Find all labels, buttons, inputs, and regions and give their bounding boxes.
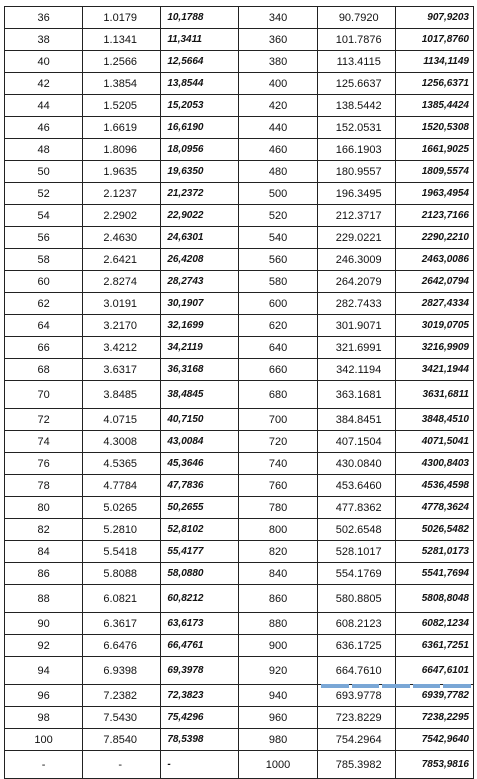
- table-row: [5, 205, 474, 227]
- cell-area-2-scaled: 6647,6101: [395, 657, 473, 685]
- data-table: [4, 6, 474, 779]
- cell-area: 6.3617: [83, 613, 161, 635]
- cell-area-scaled: 12,5664: [161, 51, 239, 73]
- cell-area: 1.1341: [83, 29, 161, 51]
- cell-area: 5.8088: [83, 563, 161, 585]
- cell-area-scaled: 60,8212: [161, 585, 239, 613]
- cell-area-2: 282.7433: [317, 293, 395, 315]
- cell-area-2: 90.7920: [317, 7, 395, 29]
- cell-area-2-scaled: 3631,6811: [395, 381, 473, 409]
- cell-area-scaled: 11,3411: [161, 29, 239, 51]
- cell-area-2: 693.9778: [317, 685, 395, 707]
- cell-area-scaled: -: [161, 751, 239, 779]
- cell-area: 5.5418: [83, 541, 161, 563]
- cell-area-scaled: 10,1788: [161, 7, 239, 29]
- cell-diameter-2: 800: [239, 519, 317, 541]
- table-row: [5, 249, 474, 271]
- table-row: [5, 475, 474, 497]
- table-row: [5, 497, 474, 519]
- cell-area-scaled: 16,6190: [161, 117, 239, 139]
- cell-area-2-scaled: 1520,5308: [395, 117, 473, 139]
- cell-diameter: 86: [5, 563, 83, 585]
- cell-area-2-scaled: 6361,7251: [395, 635, 473, 657]
- cell-diameter-2: 840: [239, 563, 317, 585]
- cell-area: 5.0265: [83, 497, 161, 519]
- cell-area: 6.0821: [83, 585, 161, 613]
- cell-area: 3.2170: [83, 315, 161, 337]
- table-row: [5, 381, 474, 409]
- table-row: [5, 409, 474, 431]
- cell-diameter-2: 440: [239, 117, 317, 139]
- cell-area: 4.3008: [83, 431, 161, 453]
- table-body: [5, 7, 474, 779]
- cell-area: 1.2566: [83, 51, 161, 73]
- cell-area-2-scaled: 2123,7166: [395, 205, 473, 227]
- cell-diameter: 44: [5, 95, 83, 117]
- cell-area-scaled: 50,2655: [161, 497, 239, 519]
- cell-area: 4.7784: [83, 475, 161, 497]
- cell-area-2: 407.1504: [317, 431, 395, 453]
- cell-diameter-2: 600: [239, 293, 317, 315]
- cell-area-2-scaled: 2463,0086: [395, 249, 473, 271]
- cell-area-scaled: 45,3646: [161, 453, 239, 475]
- cell-diameter: 62: [5, 293, 83, 315]
- cell-area-2-scaled: 7542,9640: [395, 729, 473, 751]
- cell-area-2: 342.1194: [317, 359, 395, 381]
- cell-area-2-scaled: 1017,8760: [395, 29, 473, 51]
- cell-area-2: 212.3717: [317, 205, 395, 227]
- cell-area-2-scaled: 7853,9816: [395, 751, 473, 779]
- cell-diameter: 98: [5, 707, 83, 729]
- cell-area: 5.2810: [83, 519, 161, 541]
- cell-area-2-scaled: 5541,7694: [395, 563, 473, 585]
- cell-area: 7.8540: [83, 729, 161, 751]
- cell-diameter: 96: [5, 685, 83, 707]
- cell-area-2-scaled: 4300,8403: [395, 453, 473, 475]
- cell-area: 3.0191: [83, 293, 161, 315]
- cell-area-2: 301.9071: [317, 315, 395, 337]
- table-row: [5, 635, 474, 657]
- cell-area-scaled: 38,4845: [161, 381, 239, 409]
- cell-diameter-2: 920: [239, 657, 317, 685]
- cell-diameter: 54: [5, 205, 83, 227]
- table-row: [5, 161, 474, 183]
- cell-area-2-scaled: 2827,4334: [395, 293, 473, 315]
- cell-area-2-scaled: 3848,4510: [395, 409, 473, 431]
- cell-area-scaled: 66,4761: [161, 635, 239, 657]
- cell-diameter: 42: [5, 73, 83, 95]
- table-row: [5, 293, 474, 315]
- cell-diameter: 52: [5, 183, 83, 205]
- cell-area: 1.5205: [83, 95, 161, 117]
- cell-area: 2.4630: [83, 227, 161, 249]
- table-row: [5, 117, 474, 139]
- cell-diameter-2: 640: [239, 337, 317, 359]
- footer-bar-segment: [321, 684, 349, 688]
- cell-area-2: 101.7876: [317, 29, 395, 51]
- cell-area-2: 180.9557: [317, 161, 395, 183]
- cell-diameter: 64: [5, 315, 83, 337]
- cell-area: 6.6476: [83, 635, 161, 657]
- cell-area: 6.9398: [83, 657, 161, 685]
- cell-area-2-scaled: 2290,2210: [395, 227, 473, 249]
- cell-diameter-2: 420: [239, 95, 317, 117]
- cell-area-2: 264.2079: [317, 271, 395, 293]
- cell-area-2-scaled: 5808,8048: [395, 585, 473, 613]
- cell-diameter: 56: [5, 227, 83, 249]
- cell-diameter: 74: [5, 431, 83, 453]
- cell-area-2: 608.2123: [317, 613, 395, 635]
- cell-area-2-scaled: 4071,5041: [395, 431, 473, 453]
- table-row: [5, 729, 474, 751]
- cell-diameter-2: 540: [239, 227, 317, 249]
- cell-diameter: 90: [5, 613, 83, 635]
- cell-area-scaled: 28,2743: [161, 271, 239, 293]
- cell-diameter-2: 380: [239, 51, 317, 73]
- cell-area-scaled: 40,7150: [161, 409, 239, 431]
- cell-area-2-scaled: 6082,1234: [395, 613, 473, 635]
- table-row: [5, 519, 474, 541]
- cell-area: 7.5430: [83, 707, 161, 729]
- table-row: [5, 359, 474, 381]
- cell-area: 3.6317: [83, 359, 161, 381]
- cell-area: 1.6619: [83, 117, 161, 139]
- cell-diameter-2: 900: [239, 635, 317, 657]
- cell-area-2-scaled: 1256,6371: [395, 73, 473, 95]
- cell-area: 3.4212: [83, 337, 161, 359]
- table-row: [5, 751, 474, 779]
- cell-diameter-2: 340: [239, 7, 317, 29]
- table-row: [5, 431, 474, 453]
- cell-diameter-2: 760: [239, 475, 317, 497]
- cell-diameter-2: 620: [239, 315, 317, 337]
- cell-diameter: 60: [5, 271, 83, 293]
- cell-diameter: 50: [5, 161, 83, 183]
- cell-area-2: 363.1681: [317, 381, 395, 409]
- cell-diameter-2: 560: [239, 249, 317, 271]
- cell-diameter: 40: [5, 51, 83, 73]
- footer-bar-segment: [443, 684, 471, 688]
- table-row: [5, 271, 474, 293]
- cell-area-2: 152.0531: [317, 117, 395, 139]
- cell-area-2-scaled: 907,9203: [395, 7, 473, 29]
- cell-area-scaled: 78,5398: [161, 729, 239, 751]
- cell-diameter-2: 940: [239, 685, 317, 707]
- table-row: [5, 29, 474, 51]
- cell-diameter-2: 820: [239, 541, 317, 563]
- cell-area-2-scaled: 1661,9025: [395, 139, 473, 161]
- cell-area-2: 477.8362: [317, 497, 395, 519]
- cell-area-2: 636.1725: [317, 635, 395, 657]
- cell-area-2-scaled: 5281,0173: [395, 541, 473, 563]
- cell-diameter: 66: [5, 337, 83, 359]
- cell-diameter: 70: [5, 381, 83, 409]
- footer-bar-segment: [413, 684, 441, 688]
- cell-area-scaled: 72,3823: [161, 685, 239, 707]
- cell-area-2: 138.5442: [317, 95, 395, 117]
- cell-area-2-scaled: 1963,4954: [395, 183, 473, 205]
- cell-area: 2.8274: [83, 271, 161, 293]
- cell-area-scaled: 19,6350: [161, 161, 239, 183]
- cell-area-2: 580.8805: [317, 585, 395, 613]
- table-row: [5, 453, 474, 475]
- cell-area-scaled: 30,1907: [161, 293, 239, 315]
- table-row: [5, 51, 474, 73]
- cell-area-2: 453.6460: [317, 475, 395, 497]
- cell-area-scaled: 34,2119: [161, 337, 239, 359]
- cell-area-2: 723.8229: [317, 707, 395, 729]
- cell-area-scaled: 24,6301: [161, 227, 239, 249]
- cell-area-2: 196.3495: [317, 183, 395, 205]
- footer-bar-segment: [352, 684, 380, 688]
- table-row: [5, 613, 474, 635]
- cell-area-scaled: 13,8544: [161, 73, 239, 95]
- table-row: [5, 7, 474, 29]
- cell-area: -: [83, 751, 161, 779]
- cell-area: 1.0179: [83, 7, 161, 29]
- cell-area-2-scaled: 5026,5482: [395, 519, 473, 541]
- cell-diameter-2: 400: [239, 73, 317, 95]
- cell-area-2: 321.6991: [317, 337, 395, 359]
- cell-diameter: -: [5, 751, 83, 779]
- cell-area-2: 384.8451: [317, 409, 395, 431]
- cell-diameter: 38: [5, 29, 83, 51]
- cell-diameter-2: 740: [239, 453, 317, 475]
- cell-diameter: 76: [5, 453, 83, 475]
- cell-area-2-scaled: 3216,9909: [395, 337, 473, 359]
- cell-area-2-scaled: 1809,5574: [395, 161, 473, 183]
- table-row: [5, 227, 474, 249]
- cell-area-scaled: 22,9022: [161, 205, 239, 227]
- cell-diameter: 88: [5, 585, 83, 613]
- cell-area: 2.2902: [83, 205, 161, 227]
- cell-diameter: 100: [5, 729, 83, 751]
- cell-diameter: 68: [5, 359, 83, 381]
- cell-area-2: 502.6548: [317, 519, 395, 541]
- cell-area-2: 785.3982: [317, 751, 395, 779]
- cell-diameter: 58: [5, 249, 83, 271]
- cell-diameter-2: 720: [239, 431, 317, 453]
- cell-diameter-2: 980: [239, 729, 317, 751]
- cell-diameter: 46: [5, 117, 83, 139]
- table-row: [5, 707, 474, 729]
- cell-area-2: 125.6637: [317, 73, 395, 95]
- cell-area-scaled: 18,0956: [161, 139, 239, 161]
- cell-area-scaled: 52,8102: [161, 519, 239, 541]
- cell-area-scaled: 15,2053: [161, 95, 239, 117]
- table-row: [5, 337, 474, 359]
- cell-area-2: 246.3009: [317, 249, 395, 271]
- cell-diameter-2: 960: [239, 707, 317, 729]
- cell-area-scaled: 55,4177: [161, 541, 239, 563]
- cell-diameter-2: 360: [239, 29, 317, 51]
- cell-diameter: 72: [5, 409, 83, 431]
- table-row: [5, 95, 474, 117]
- table-row: [5, 183, 474, 205]
- cell-diameter-2: 500: [239, 183, 317, 205]
- cell-area-2-scaled: 3421,1944: [395, 359, 473, 381]
- cell-area-2: 664.7610: [317, 657, 395, 685]
- cell-area-2-scaled: 2642,0794: [395, 271, 473, 293]
- cell-diameter: 92: [5, 635, 83, 657]
- cell-area-2-scaled: 1385,4424: [395, 95, 473, 117]
- cell-area: 4.5365: [83, 453, 161, 475]
- footer-bar-segment: [382, 684, 410, 688]
- cell-diameter-2: 660: [239, 359, 317, 381]
- cell-area-scaled: 75,4296: [161, 707, 239, 729]
- cell-diameter-2: 1000: [239, 751, 317, 779]
- table-row: [5, 139, 474, 161]
- table-row: [5, 563, 474, 585]
- cell-diameter: 94: [5, 657, 83, 685]
- cell-diameter: 78: [5, 475, 83, 497]
- table-row: [5, 541, 474, 563]
- table-row: [5, 585, 474, 613]
- cell-area: 1.3854: [83, 73, 161, 95]
- cell-diameter-2: 780: [239, 497, 317, 519]
- cell-area: 4.0715: [83, 409, 161, 431]
- cell-area-scaled: 21,2372: [161, 183, 239, 205]
- cell-area-scaled: 43,0084: [161, 431, 239, 453]
- cell-area-2: 554.1769: [317, 563, 395, 585]
- table-row: [5, 73, 474, 95]
- cell-area: 1.9635: [83, 161, 161, 183]
- cell-area-2: 229.0221: [317, 227, 395, 249]
- cell-area: 2.1237: [83, 183, 161, 205]
- cell-area: 2.6421: [83, 249, 161, 271]
- table-row: [5, 315, 474, 337]
- cell-area-2-scaled: 4536,4598: [395, 475, 473, 497]
- cell-diameter-2: 580: [239, 271, 317, 293]
- cell-area-2: 528.1017: [317, 541, 395, 563]
- cell-diameter: 48: [5, 139, 83, 161]
- cell-diameter: 82: [5, 519, 83, 541]
- cell-diameter-2: 880: [239, 613, 317, 635]
- cell-area-scaled: 32,1699: [161, 315, 239, 337]
- cell-diameter-2: 700: [239, 409, 317, 431]
- cell-area-scaled: 26,4208: [161, 249, 239, 271]
- table-row: [5, 657, 474, 685]
- cell-area-2: 754.2964: [317, 729, 395, 751]
- cell-diameter: 36: [5, 7, 83, 29]
- cell-area: 1.8096: [83, 139, 161, 161]
- cell-diameter: 84: [5, 541, 83, 563]
- cell-area-2-scaled: 3019,0705: [395, 315, 473, 337]
- cell-diameter-2: 520: [239, 205, 317, 227]
- cell-area-scaled: 69,3978: [161, 657, 239, 685]
- cell-area-scaled: 58,0880: [161, 563, 239, 585]
- cell-diameter-2: 480: [239, 161, 317, 183]
- cell-area-2-scaled: 1134,1149: [395, 51, 473, 73]
- cell-area: 3.8485: [83, 381, 161, 409]
- cell-area-2: 113.4115: [317, 51, 395, 73]
- footer-bar: [321, 684, 471, 688]
- cell-area-scaled: 47,7836: [161, 475, 239, 497]
- cell-diameter: 80: [5, 497, 83, 519]
- cell-area-2: 166.1903: [317, 139, 395, 161]
- cell-diameter-2: 460: [239, 139, 317, 161]
- cell-area-scaled: 63,6173: [161, 613, 239, 635]
- cell-diameter-2: 680: [239, 381, 317, 409]
- cell-area-2-scaled: 6939,7782: [395, 685, 473, 707]
- cell-area-2-scaled: 7238,2295: [395, 707, 473, 729]
- cell-area: 7.2382: [83, 685, 161, 707]
- cell-area-scaled: 36,3168: [161, 359, 239, 381]
- cell-diameter-2: 860: [239, 585, 317, 613]
- cell-area-2: 430.0840: [317, 453, 395, 475]
- cell-area-2-scaled: 4778,3624: [395, 497, 473, 519]
